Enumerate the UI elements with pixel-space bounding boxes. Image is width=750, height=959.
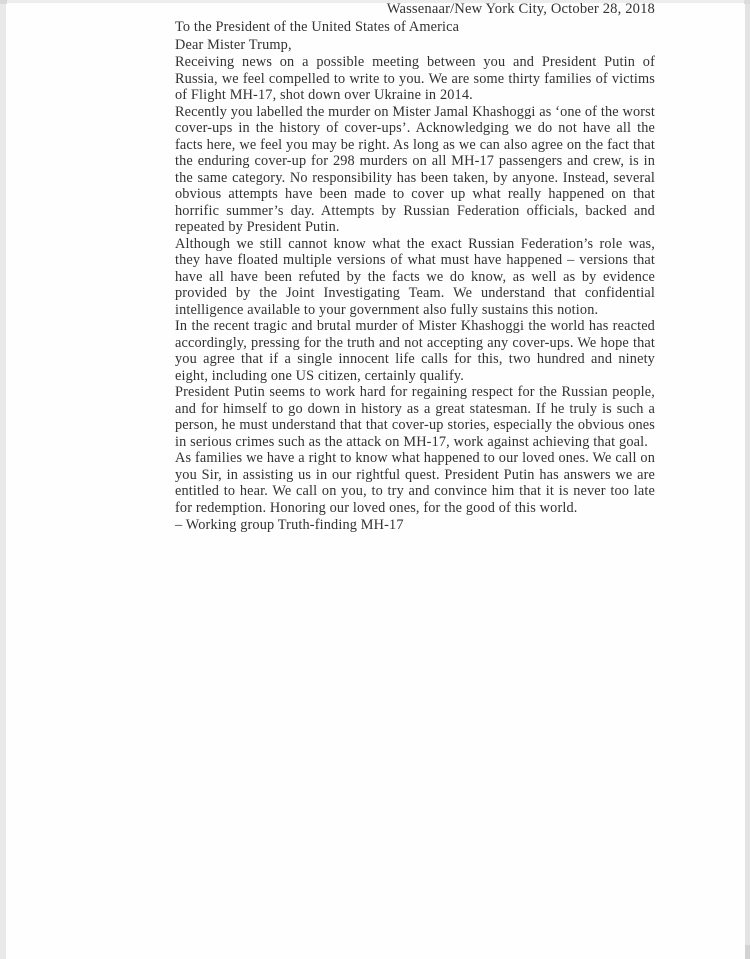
paragraph-families-call: As families we have a right to know what happened to our loved ones. We call on you Sir, in assisting us in our rightful quest. President Putin has answers we are entitled to hear. We call on you, to try and convince him that it is never too late for redemption. Honoring our loved ones, for the good of this world. [175, 450, 655, 516]
paragraph-putin-statesman: President Putin seems to work hard for regaining respect for the Russian people, and for himself to go down in history as a great statesman. If he truly is such a person, he must understand that that cover-up stories, especially the obvious ones in serious crimes such as the attack on MH-17, work against achieving that goal. [175, 384, 655, 450]
photo-corner-top-left [0, 0, 7, 4]
dateline: Wassenaar/New York City, October 28, 2018 [386, 1, 655, 17]
signature-line: – Working group Truth-finding MH-17 [175, 517, 404, 533]
photo-edge-right [745, 0, 750, 959]
photo-edge-left [0, 0, 6, 959]
recipient-line: To the President of the United States of America [175, 19, 460, 35]
paragraph-intro: Receiving news on a possible meeting between you and President Putin of Russia, we feel compelled to write to you. We are some thirty families of victims of Flight MH-17, shot down over Ukraine in 2014. [175, 54, 655, 103]
paragraph-world-reaction: In the recent tragic and brutal murder of Mister Khashoggi the world has reacted accordingly, pressing for the truth and not accepting any cover-ups. We hope that you agree that if a single innocent life calls for this, two hundred and ninety eight, including one US citizen, certainly qualify. [175, 318, 655, 384]
letter-sheet [175, 0, 655, 534]
salutation-line: Dear Mister Trump, [175, 37, 292, 53]
paragraph-russian-versions: Although we still cannot know what the exact Russian Federation’s role was, they have floated multiple versions of what must have happened – versions that have all have been refuted by the facts we do know, as well as by evidence provided by the Joint Investigating Team. We understand that confidential intelligence available to your government also fully sustains this notion. [175, 235, 655, 318]
paragraph-khashoggi-coverup: Recently you labelled the murder on Mister Jamal Khashoggi as ‘one of the worst cover-ups in the history of cover-ups’. Acknowledging we do not have all the facts here, we feel you may be right. As long as we can also agree on the fact that the enduring cover-up for 298 murders on all MH-17 passengers and crew, is in the same category. No responsibility has been taken, by anyone. Instead, several obvious attempts have been made to cover up what really happened on that horrific summer’s day. Attempts by Russian Federation officials, backed and repeated by President Putin. [175, 103, 655, 235]
photo-corner-top-right [744, 0, 750, 4]
